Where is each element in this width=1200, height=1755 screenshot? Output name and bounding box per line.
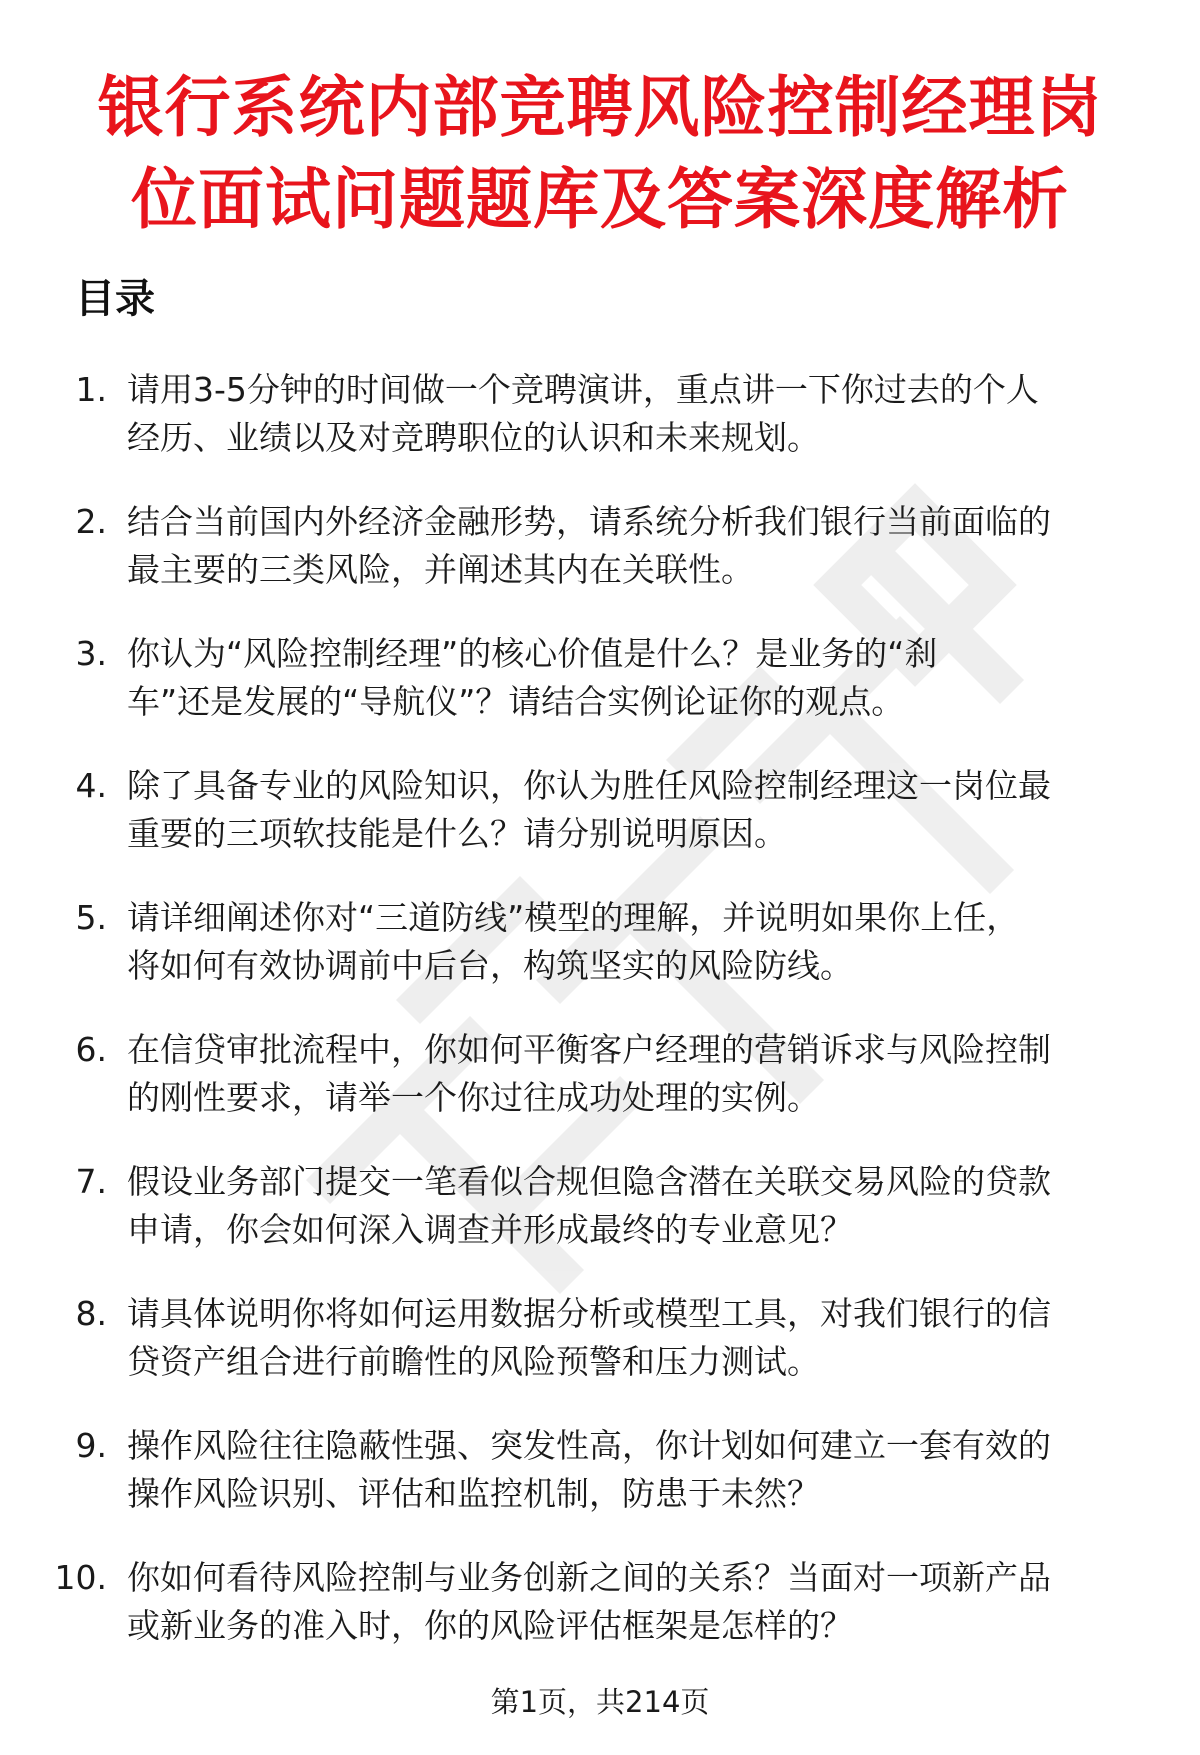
toc-item	[0, 1554, 1200, 1686]
toc-item-number: 6.	[75, 1030, 107, 1069]
toc-item-text	[127, 498, 1137, 594]
toc-item-number: 5.	[75, 898, 107, 937]
toc-item-line: 假设业务部门提交一笔看似合规但隐含潜在关联交易风险的贷款	[127, 1162, 1051, 1201]
toc-item-text	[127, 1422, 1137, 1518]
toc-item-number: 3.	[75, 634, 107, 673]
toc-item-line: 你如何看待风险控制与业务创新之间的关系？当面对一项新产品	[127, 1558, 1051, 1597]
toc-item	[0, 630, 1200, 762]
toc-item-text	[127, 1026, 1137, 1122]
toc-item-line: 经历、业绩以及对竞聘职位的认识和未来规划。	[127, 418, 820, 457]
toc-item-line: 重要的三项软技能是什么？请分别说明原因。	[127, 814, 787, 853]
toc-item	[0, 894, 1200, 1026]
toc-item-line: 操作风险识别、评估和监控机制，防患于未然？	[127, 1474, 820, 1513]
toc-item-line: 操作风险往往隐蔽性强、突发性高，你计划如何建立一套有效的	[127, 1426, 1051, 1465]
toc-item-number: 2.	[75, 502, 107, 541]
toc-item-text	[127, 1290, 1137, 1386]
page-number: 第1页，共214页	[490, 1685, 710, 1719]
toc-item-line: 将如何有效协调前中后台，构筑坚实的风险防线。	[127, 946, 853, 985]
toc-item-number: 7.	[75, 1162, 107, 1201]
toc-item-text	[127, 366, 1137, 462]
toc-item-text	[127, 1158, 1137, 1254]
toc-item-line: 结合当前国内外经济金融形势，请系统分析我们银行当前面临的	[127, 502, 1051, 541]
title-line-2: 位面试问题题库及答案深度解析	[131, 161, 1069, 238]
toc-item-line: 车”还是发展的“导航仪”？请结合实例论证你的观点。	[127, 682, 905, 721]
toc-item-line: 在信贷审批流程中，你如何平衡客户经理的营销诉求与风险控制	[127, 1030, 1051, 1069]
toc-item-line: 除了具备专业的风险知识，你认为胜任风险控制经理这一岗位最	[127, 766, 1051, 805]
toc-item-text	[127, 762, 1137, 858]
toc-item-number: 10.	[54, 1558, 107, 1597]
toc-item-text	[127, 894, 1137, 990]
toc-item-line: 请具体说明你将如何运用数据分析或模型工具，对我们银行的信	[127, 1294, 1051, 1333]
title-line-1: 银行系统内部竞聘风险控制经理岗	[97, 69, 1103, 146]
toc-item-line: 贷资产组合进行前瞻性的风险预警和压力测试。	[127, 1342, 820, 1381]
toc-item-text	[127, 630, 1137, 726]
toc-item-number: 1.	[75, 370, 107, 409]
toc-item-number: 4.	[75, 766, 107, 805]
toc-item-text	[127, 1554, 1137, 1650]
toc-item-line: 的刚性要求，请举一个你过往成功处理的实例。	[127, 1078, 820, 1117]
toc-item-line: 或新业务的准入时，你的风险评估框架是怎样的？	[127, 1606, 853, 1645]
toc-item-line: 最主要的三类风险，并阐述其内在关联性。	[127, 550, 754, 589]
toc-item	[0, 1026, 1200, 1158]
toc-item-number: 9.	[75, 1426, 107, 1465]
document-title	[60, 62, 1140, 246]
toc-item-line: 你认为“风险控制经理”的核心价值是什么？是业务的“刹	[127, 634, 938, 673]
toc-item	[0, 366, 1200, 498]
toc-item-line: 请详细阐述你对“三道防线”模型的理解，并说明如果你上任，	[127, 898, 1020, 937]
toc-list	[0, 366, 1200, 1686]
toc-item-number: 8.	[75, 1294, 107, 1333]
toc-item	[0, 1290, 1200, 1422]
toc-item-line: 申请，你会如何深入调查并形成最终的专业意见？	[127, 1210, 853, 1249]
toc-heading: 目录	[75, 276, 155, 322]
toc-item-line: 请用3-5分钟的时间做一个竞聘演讲，重点讲一下你过去的个人	[127, 370, 1039, 409]
toc-item	[0, 1158, 1200, 1290]
toc-item	[0, 498, 1200, 630]
toc-item	[0, 762, 1200, 894]
toc-item	[0, 1422, 1200, 1554]
